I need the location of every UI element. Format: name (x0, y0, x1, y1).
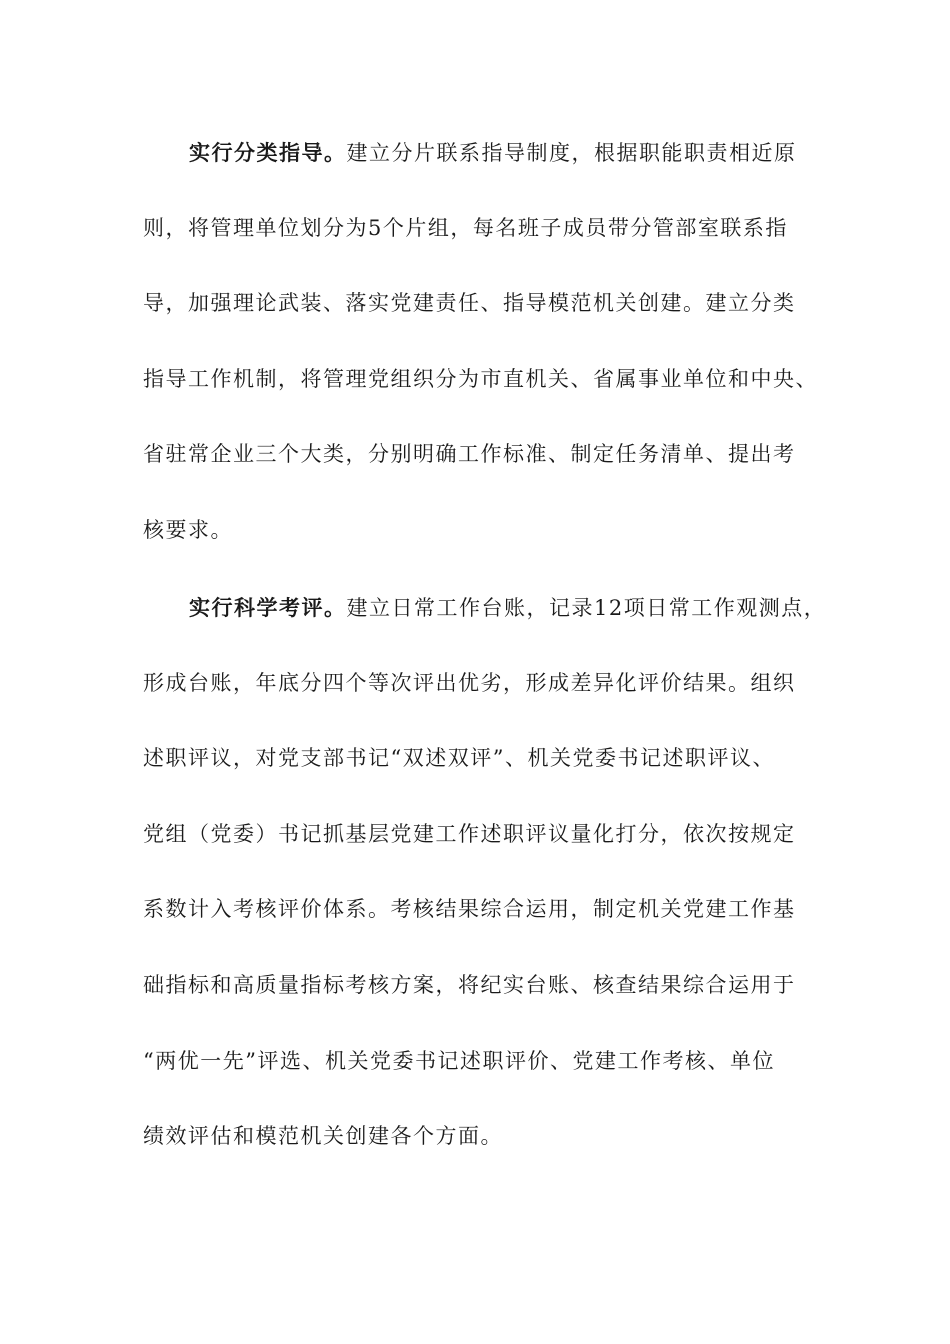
paragraph-line: 导，加强理论武装、落实党建责任、指导模范机关创建。建立分类 (143, 291, 796, 316)
paragraph-line: 则，将管理单位划分为5个片组，每名班子成员带分管部室联系指 (143, 215, 788, 240)
paragraph-line: 形成台账，年底分四个等次评出优劣，形成差异化评价结果。组织 (143, 670, 796, 695)
paragraph-line: 指导工作机制，将管理党组织分为市直机关、省属事业单位和中央、 (143, 366, 818, 391)
paragraph-line-text: 建立日常工作台账，记录12项日常工作观测点， (346, 596, 827, 620)
paragraph-line (143, 115, 815, 191)
paragraph-lead-heading: 实行分类指导。 (189, 140, 347, 165)
paragraph-line: 党组（党委）书记抓基层党建工作述职评议量化打分，依次按规定 (143, 821, 796, 846)
paragraph-line: 础指标和高质量指标考核方案，将纪实台账、核查结果综合运用于 (143, 972, 796, 997)
paragraph-line (143, 570, 827, 646)
paragraph-line: 绩效评估和模范机关创建各个方面。 (143, 1124, 503, 1149)
paragraph-scientific-evaluation (143, 570, 827, 1175)
paragraph-lead-heading: 实行科学考评。 (189, 595, 347, 620)
paragraph-classified-guidance (143, 115, 818, 569)
paragraph-line: 述职评议，对党支部书记“双述双评”、机关党委书记述职评议、 (143, 746, 775, 771)
paragraph-line: 系数计入考核评价体系。考核结果综合运用，制定机关党建工作基 (143, 897, 796, 922)
paragraph-line: 核要求。 (143, 517, 233, 542)
paragraph-line: “两优一先”评选、机关党委书记述职评价、党建工作考核、单位 (143, 1048, 775, 1073)
paragraph-line-text: 建立分片联系指导制度，根据职能职责相近原 (346, 141, 797, 165)
paragraph-line: 省驻常企业三个大类，分别明确工作标准、制定任务清单、提出考 (143, 442, 796, 467)
